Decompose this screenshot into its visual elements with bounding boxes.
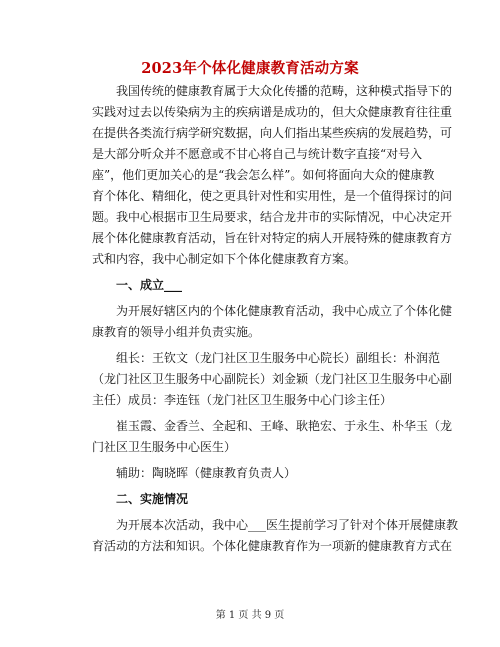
heading-line: 一、成立___: [92, 278, 183, 292]
text-line: 组长：王钦文（龙门社区卫生服务中心院长）副组长：朴润范: [92, 351, 441, 365]
text-line: 式和内容，我中心制定如下个体化健康教育方案。: [92, 252, 357, 266]
text-line: 康教育的领导小组并负责实施。: [92, 325, 261, 339]
text-line: 门社区卫生服务中心医生）: [92, 440, 237, 454]
document-body: [92, 81, 459, 557]
document-title: 2023年个体化健康教育活动方案: [141, 60, 359, 77]
text-line: 为开展好辖区内的个体化健康教育活动，我中心成立了个体化健: [92, 304, 453, 318]
text-line: 育个体化、精细化，使之更具针对性和实用性，是一个值得探讨的问: [92, 189, 453, 203]
text-line: 我国传统的健康教育属于大众化传播的范畴，这种模式指导下的: [92, 84, 453, 98]
text-line: 座”，他们更加关心的是“我会怎么样”。如何将面向大众的健康教: [92, 168, 435, 182]
text-line: 实践对过去以传染病为主的疾病谱是成功的，但大众健康教育往往重: [92, 105, 453, 119]
text-line: 主任）成员：李连钰（龙门社区卫生服务中心门诊主任）: [92, 393, 393, 407]
section-heading-establish: [92, 275, 414, 296]
text-line: 是大部分听众并不愿意或不甘心将自己与统计数字直接“对号入: [92, 147, 423, 161]
paragraph-assistant: [92, 463, 414, 484]
text-line: 题。我中心根据市卫生局要求，结合龙井市的实际情况，中心决定开: [92, 210, 453, 224]
text-line: 为开展本次活动，我中心___医生提前学习了针对个体开展健康教: [92, 518, 459, 532]
heading-line: 二、实施情况: [92, 492, 189, 506]
text-line: 展个体化健康教育活动，旨在针对特定的病人开展特殊的健康教育方: [92, 231, 453, 245]
text-line: 在提供各类流行病学研究数据，向人们指出某些疾病的发展趋势，可: [92, 126, 453, 140]
paragraph-doctors: [92, 416, 453, 458]
text-line: （龙门社区卫生服务中心副院长）刘金颖（龙门社区卫生服务中心副: [92, 372, 453, 386]
section-heading-implementation: [92, 489, 414, 510]
text-line: 崔玉霞、金香兰、全起和、王峰、耿艳宏、于永生、朴华玉（龙: [92, 419, 453, 433]
paragraph-group: [92, 301, 453, 343]
text-line: 育活动的方法和知识。个体化健康教育作为一项新的健康教育方式在: [92, 539, 453, 553]
page-footer: 第 1 页 共 9 页: [215, 610, 285, 621]
paragraph-implementation: [92, 515, 459, 557]
paragraph-members: [92, 348, 453, 411]
paragraph-intro: [92, 81, 453, 270]
text-line: 辅助：陶晓晖（健康教育负责人）: [92, 466, 297, 480]
